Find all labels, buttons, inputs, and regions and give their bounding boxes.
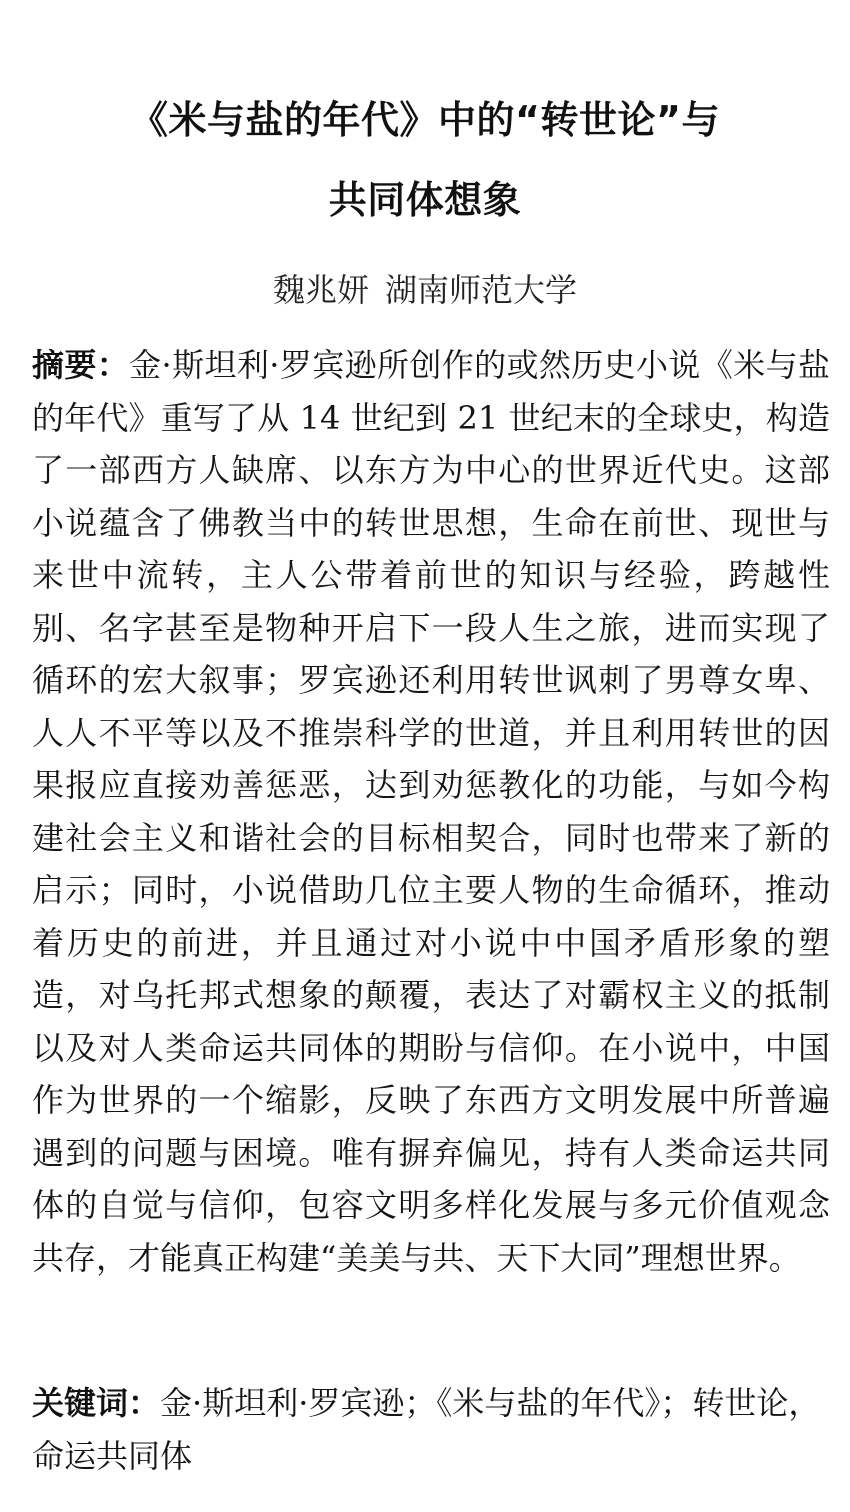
keywords-label: 关键词： (32, 1384, 161, 1422)
author-affiliation: 湖南师范大学 (385, 271, 578, 309)
paper-title-line-1: 《米与盐的年代》中的“转世论”与 (130, 98, 720, 142)
keywords-paragraph (32, 1377, 830, 1482)
author-line (0, 268, 850, 312)
keywords-text: 金·斯坦利·罗宾逊；《米与盐的年代》；转世论，命运共同体 (32, 1384, 821, 1475)
author-name: 魏兆妍 (272, 271, 369, 309)
abstract-paragraph (32, 339, 830, 1284)
abstract-text: 金·斯坦利·罗宾逊所创作的或然历史小说《米与盐的年代》重写了从 14 世纪到 21 世纪末的全球史，构造了一部西方人缺席、以东方为中心的世界近代史。这部小说蕴含了佛教当中的转世思想，生命在前世、现世与来世中流转，主人公带着前世的知识与经验，跨越性别、名字甚至是物种开启下一段人生之旅，进而实现了循环的宏大叙事；罗宾逊还利用转世讽刺了男尊女卑、人人不平等以及不推崇科学的世道，并且利用转世的因果报应直接劝善惩恶，达到劝惩教化的功能，与如今构建社会主义和谐社会的目标相契合，同时也带来了新的启示；同时，小说借助几位主要人物的生命循环，推动着历史的前进，并且通过对小说中中国矛盾形象的塑造，对乌托邦式想象的颠覆，表达了对霸权主义的抵制以及对人类命运共同体的期盼与信仰。在小说中，中国作为世界的一个缩影，反映了东西方文明发展中所普遍遇到的问题与困境。唯有摒弃偏见，持有人类命运共同体的自觉与信仰，包容文明多样化发展与多元价值观念共存，才能真正构建“美美与共、天下大同”理想世界。 (32, 346, 830, 1277)
abstract-label: 摘要： (32, 346, 130, 384)
paper-title-line-2: 共同体想象 (328, 178, 522, 222)
